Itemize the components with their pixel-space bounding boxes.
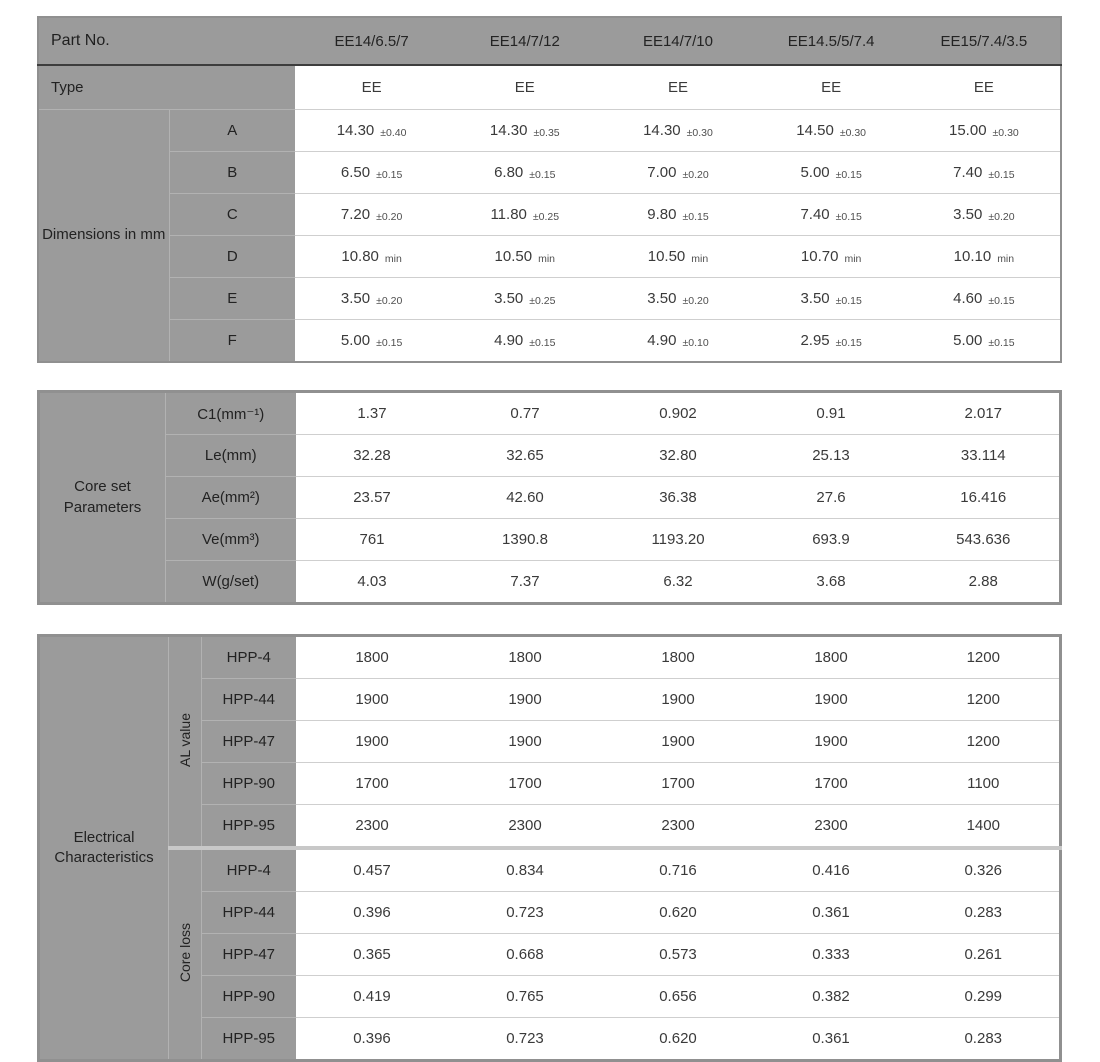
dimension-tolerance: ±0.15	[376, 169, 403, 181]
electrical-characteristics-table	[37, 634, 1062, 1062]
value-cell: EE	[908, 65, 1061, 110]
value-cell: 1900	[602, 679, 755, 721]
dimension-value: 7.00	[647, 164, 677, 181]
dimension-value: 9.80	[647, 206, 677, 223]
part-no-column-header: EE15/7.4/3.5	[908, 17, 1061, 65]
value-cell: 23.57	[296, 477, 449, 519]
value-cell: 1900	[296, 679, 449, 721]
dimension-value-cell	[755, 278, 908, 320]
dimension-value-cell	[295, 194, 448, 236]
dimension-value: 4.60	[953, 290, 983, 307]
dimension-value-cell	[295, 152, 448, 194]
value-cell: 0.333	[755, 934, 908, 976]
dimension-value: 10.50	[494, 248, 533, 265]
material-row-label: HPP-90	[202, 763, 296, 805]
value-cell: EE	[295, 65, 448, 110]
value-cell: 2300	[296, 805, 449, 849]
value-cell: 0.723	[449, 892, 602, 934]
value-cell: 1900	[449, 679, 602, 721]
dimension-tolerance: ±0.30	[686, 127, 713, 139]
value-cell: 2.88	[908, 561, 1061, 604]
dimension-value: 3.50	[647, 290, 677, 307]
value-cell: 0.382	[755, 976, 908, 1018]
value-cell: 25.13	[755, 435, 908, 477]
value-cell: 33.114	[908, 435, 1061, 477]
dimension-value: 5.00	[340, 332, 371, 349]
dimension-value: 7.40	[953, 164, 983, 181]
value-cell: 1900	[755, 721, 908, 763]
parameter-row-label: Le(mm)	[166, 435, 296, 477]
al-value-section-label	[169, 636, 202, 849]
dimension-value-cell	[601, 194, 754, 236]
value-cell: 0.283	[908, 1018, 1061, 1061]
value-cell: 32.28	[296, 435, 449, 477]
value-cell: 3.68	[755, 561, 908, 604]
value-cell: 0.77	[449, 392, 602, 435]
table-row	[38, 320, 1061, 363]
dimension-value: 10.70	[800, 248, 839, 265]
value-cell: 2300	[755, 805, 908, 849]
dimension-value: 10.80	[341, 248, 379, 265]
value-cell: 0.620	[602, 1018, 755, 1061]
dimension-tolerance: min	[997, 253, 1015, 265]
material-row-label: HPP-90	[202, 976, 296, 1018]
value-cell: EE	[755, 65, 908, 110]
value-cell: 0.457	[296, 848, 449, 892]
parameter-row-label: Ve(mm³)	[166, 519, 296, 561]
value-cell: 2300	[449, 805, 602, 849]
dimension-tolerance: ±0.20	[682, 169, 709, 181]
value-cell: 32.65	[449, 435, 602, 477]
value-cell: 0.668	[449, 934, 602, 976]
value-cell: 42.60	[449, 477, 602, 519]
core-loss-section-label	[169, 848, 202, 1061]
dimension-tolerance: ±0.15	[835, 337, 862, 349]
value-cell: 0.765	[449, 976, 602, 1018]
dimension-value-cell	[448, 236, 601, 278]
parameter-row-label: C1(mm⁻¹)	[166, 392, 296, 435]
dimension-value-cell	[295, 320, 448, 363]
value-cell: 0.361	[755, 892, 908, 934]
value-cell: 1700	[296, 763, 449, 805]
table-row	[39, 392, 1061, 435]
value-cell: 2.017	[908, 392, 1061, 435]
dimension-tolerance: ±0.20	[376, 295, 403, 307]
dimension-row-label: A	[169, 110, 295, 152]
table-row	[39, 477, 1061, 519]
value-cell: 1700	[602, 763, 755, 805]
dimension-tolerance: ±0.20	[682, 295, 709, 307]
value-cell: 0.716	[602, 848, 755, 892]
dimension-value-cell	[601, 320, 754, 363]
value-cell: 1800	[449, 636, 602, 679]
dimension-tolerance: ±0.30	[839, 127, 867, 139]
value-cell: 6.32	[602, 561, 755, 604]
value-cell: 0.419	[296, 976, 449, 1018]
dimension-value: 5.00	[800, 164, 830, 181]
dimension-value-cell	[755, 320, 908, 363]
dimension-value-cell	[601, 236, 754, 278]
part-no-header-row	[38, 17, 1061, 65]
material-row-label: HPP-47	[202, 721, 296, 763]
table-row	[38, 236, 1061, 278]
dimension-tolerance: ±0.30	[992, 127, 1019, 139]
dimension-tolerance: ±0.15	[529, 337, 556, 349]
value-cell: 0.573	[602, 934, 755, 976]
value-cell: 27.6	[755, 477, 908, 519]
part-no-label: Part No.	[38, 17, 295, 65]
value-cell: 0.620	[602, 892, 755, 934]
dimension-value-cell	[755, 236, 908, 278]
dimension-tolerance: ±0.15	[376, 337, 403, 349]
value-cell: 4.03	[296, 561, 449, 604]
value-cell: 1200	[908, 721, 1061, 763]
table-row	[38, 278, 1061, 320]
core-loss-rotated-text: Core loss	[177, 922, 193, 983]
dimension-value-cell	[601, 278, 754, 320]
value-cell: 1900	[602, 721, 755, 763]
dimension-value-cell	[908, 320, 1061, 363]
dimension-tolerance: ±0.15	[835, 295, 862, 307]
dimension-value-cell	[601, 110, 754, 152]
type-label: Type	[38, 65, 295, 110]
dimension-tolerance: ±0.15	[988, 295, 1015, 307]
parameter-row-label: W(g/set)	[166, 561, 296, 604]
dimension-value-cell	[295, 236, 448, 278]
table-row	[39, 561, 1061, 604]
dimension-value: 10.10	[953, 248, 992, 265]
dimension-value: 15.00	[949, 122, 987, 139]
core-set-group-label: Core set Parameters	[39, 392, 166, 604]
material-row-label: HPP-4	[202, 848, 296, 892]
dimension-value-cell	[448, 152, 601, 194]
value-cell: 0.326	[908, 848, 1061, 892]
dimension-value: 14.30	[643, 122, 681, 139]
dimension-value-cell	[908, 110, 1061, 152]
dimension-value: 5.00	[953, 332, 983, 349]
value-cell: 1390.8	[449, 519, 602, 561]
value-cell: 1400	[908, 805, 1061, 849]
dimension-value: 7.40	[800, 206, 830, 223]
dimension-tolerance: min	[691, 253, 709, 265]
part-no-column-header: EE14/7/12	[448, 17, 601, 65]
dimension-value: 7.20	[340, 206, 371, 223]
dimension-value: 14.30	[489, 122, 528, 139]
value-cell: 1900	[449, 721, 602, 763]
value-cell: 16.416	[908, 477, 1061, 519]
dimension-value: 4.90	[647, 332, 677, 349]
dimension-tolerance: ±0.35	[533, 127, 560, 139]
table-row	[38, 194, 1061, 236]
core-set-parameters-table	[37, 390, 1062, 605]
parameter-row-label: Ae(mm²)	[166, 477, 296, 519]
value-cell: 1900	[296, 721, 449, 763]
dimension-value-cell	[448, 194, 601, 236]
value-cell: 1200	[908, 679, 1061, 721]
value-cell: 0.91	[755, 392, 908, 435]
dimension-tolerance: min	[844, 253, 862, 265]
dimension-value: 3.50	[494, 290, 524, 307]
dimension-value-cell	[908, 152, 1061, 194]
part-no-column-header: EE14/6.5/7	[295, 17, 448, 65]
table-row	[38, 110, 1061, 152]
dimension-tolerance: ±0.10	[682, 337, 709, 349]
value-cell: 1900	[755, 679, 908, 721]
value-cell: 0.396	[296, 1018, 449, 1061]
al-value-rotated-text: AL value	[177, 712, 193, 767]
dimension-tolerance: ±0.25	[532, 211, 560, 223]
dimension-row-label: C	[169, 194, 295, 236]
dimension-value: 3.50	[800, 290, 830, 307]
dimension-tolerance: min	[538, 253, 556, 265]
value-cell: 1200	[908, 636, 1061, 679]
table-row	[39, 848, 1061, 892]
dimension-value-cell	[448, 110, 601, 152]
dimension-value: 11.80	[490, 206, 527, 223]
dimension-tolerance: ±0.15	[988, 169, 1015, 181]
dimension-row-label: D	[169, 236, 295, 278]
dimension-value-cell	[755, 194, 908, 236]
dimension-tolerance: ±0.25	[529, 295, 556, 307]
table-row	[39, 435, 1061, 477]
value-cell: 693.9	[755, 519, 908, 561]
dimension-value: 3.50	[953, 206, 983, 223]
part-no-column-header: EE14.5/5/7.4	[755, 17, 908, 65]
part-no-column-header: EE14/7/10	[601, 17, 754, 65]
material-row-label: HPP-44	[202, 892, 296, 934]
dimension-value: 2.95	[800, 332, 830, 349]
table-row	[39, 519, 1061, 561]
dimension-tolerance: ±0.15	[682, 211, 709, 223]
material-row-label: HPP-4	[202, 636, 296, 679]
dimension-row-label: F	[169, 320, 295, 363]
type-row	[38, 65, 1061, 110]
material-row-label: HPP-44	[202, 679, 296, 721]
dimension-tolerance: ±0.15	[835, 169, 862, 181]
dimension-value-cell	[908, 236, 1061, 278]
dimension-tolerance: ±0.15	[988, 337, 1015, 349]
value-cell: EE	[601, 65, 754, 110]
value-cell: EE	[448, 65, 601, 110]
value-cell: 1800	[296, 636, 449, 679]
value-cell: 0.416	[755, 848, 908, 892]
dimension-value: 3.50	[340, 290, 371, 307]
value-cell: 1193.20	[602, 519, 755, 561]
dimension-tolerance: min	[384, 253, 402, 265]
dimension-value-cell	[448, 278, 601, 320]
table-row	[39, 636, 1061, 679]
dimension-value-cell	[755, 110, 908, 152]
dimension-value: 4.90	[494, 332, 524, 349]
value-cell: 0.656	[602, 976, 755, 1018]
value-cell: 1100	[908, 763, 1061, 805]
value-cell: 2300	[602, 805, 755, 849]
dimension-row-label: E	[169, 278, 295, 320]
value-cell: 0.902	[602, 392, 755, 435]
dimension-value-cell	[755, 152, 908, 194]
material-row-label: HPP-47	[202, 934, 296, 976]
dimension-value: 6.50	[340, 164, 371, 181]
value-cell: 761	[296, 519, 449, 561]
dimension-value-cell	[295, 110, 448, 152]
electrical-group-label: Electrical Characteristics	[39, 636, 169, 1061]
value-cell: 1700	[755, 763, 908, 805]
value-cell: 0.261	[908, 934, 1061, 976]
dimension-tolerance: ±0.15	[529, 169, 556, 181]
value-cell: 32.80	[602, 435, 755, 477]
value-cell: 0.365	[296, 934, 449, 976]
dimension-tolerance: ±0.40	[380, 127, 407, 139]
dimensions-table	[37, 16, 1062, 363]
dimension-value: 14.30	[336, 122, 375, 139]
dimension-row-label: B	[169, 152, 295, 194]
dimension-tolerance: ±0.20	[376, 211, 403, 223]
value-cell: 1800	[755, 636, 908, 679]
table-row	[38, 152, 1061, 194]
value-cell: 0.361	[755, 1018, 908, 1061]
material-row-label: HPP-95	[202, 805, 296, 849]
dimension-tolerance: ±0.20	[988, 211, 1015, 223]
value-cell: 7.37	[449, 561, 602, 604]
dimension-tolerance: ±0.15	[835, 211, 862, 223]
value-cell: 1.37	[296, 392, 449, 435]
value-cell: 0.299	[908, 976, 1061, 1018]
dimensions-group-label: Dimensions in mm	[38, 110, 169, 363]
dimension-value: 14.50	[796, 122, 834, 139]
dimension-value-cell	[601, 152, 754, 194]
dimension-value: 6.80	[494, 164, 524, 181]
value-cell: 0.723	[449, 1018, 602, 1061]
value-cell: 1700	[449, 763, 602, 805]
value-cell: 543.636	[908, 519, 1061, 561]
material-row-label: HPP-95	[202, 1018, 296, 1061]
dimension-value-cell	[295, 278, 448, 320]
dimension-value-cell	[908, 194, 1061, 236]
dimension-value-cell	[908, 278, 1061, 320]
dimension-value-cell	[448, 320, 601, 363]
value-cell: 0.283	[908, 892, 1061, 934]
value-cell: 0.396	[296, 892, 449, 934]
value-cell: 1800	[602, 636, 755, 679]
value-cell: 0.834	[449, 848, 602, 892]
dimension-value: 10.50	[647, 248, 686, 265]
value-cell: 36.38	[602, 477, 755, 519]
